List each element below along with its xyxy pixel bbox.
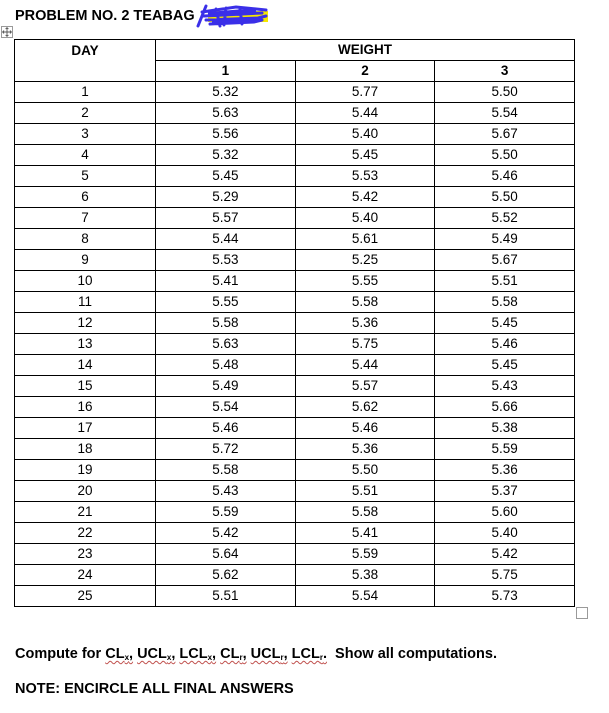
weight-1-cell: 5.55 <box>156 292 296 313</box>
table-row <box>15 502 575 523</box>
weight-1-cell: 5.32 <box>156 82 296 103</box>
control-limit-term <box>220 646 247 662</box>
table-row <box>15 82 575 103</box>
day-cell: 14 <box>15 355 156 376</box>
control-limit-terms <box>105 646 327 662</box>
table-row <box>15 187 575 208</box>
day-cell: 23 <box>15 544 156 565</box>
weight-3-cell: 5.45 <box>435 355 575 376</box>
weight-1-cell: 5.58 <box>156 460 296 481</box>
weight-2-cell: 5.46 <box>295 418 435 439</box>
weight-1-cell: 5.29 <box>156 187 296 208</box>
table-move-handle[interactable] <box>1 26 13 38</box>
weight-3-cell: 5.38 <box>435 418 575 439</box>
day-cell: 1 <box>15 82 156 103</box>
term-subscript: r <box>239 653 243 662</box>
table-row <box>15 460 575 481</box>
weight-2-cell: 5.77 <box>295 82 435 103</box>
day-cell: 12 <box>15 313 156 334</box>
weight-3-cell: 5.67 <box>435 250 575 271</box>
table-row <box>15 124 575 145</box>
weight-1-cell: 5.62 <box>156 565 296 586</box>
table-header-row <box>15 40 575 61</box>
weight-3-cell: 5.46 <box>435 334 575 355</box>
term-base: CL <box>220 646 240 662</box>
term-subscript: x <box>124 653 130 662</box>
weight-3-cell: 5.36 <box>435 460 575 481</box>
day-cell: 10 <box>15 271 156 292</box>
weight-1-cell: 5.56 <box>156 124 296 145</box>
weight-2-cell: 5.44 <box>295 355 435 376</box>
day-cell: 13 <box>15 334 156 355</box>
day-cell: 20 <box>15 481 156 502</box>
weight-2-cell: 5.40 <box>295 208 435 229</box>
day-cell: 11 <box>15 292 156 313</box>
weight-3-cell: 5.59 <box>435 439 575 460</box>
weight-3-cell: 5.66 <box>435 397 575 418</box>
weight-1-cell: 5.32 <box>156 145 296 166</box>
weight-2-cell: 5.54 <box>295 586 435 607</box>
note-text: NOTE: ENCIRCLE ALL FINAL ANSWERS <box>15 681 294 697</box>
day-cell: 9 <box>15 250 156 271</box>
table-row <box>15 292 575 313</box>
weight-2-cell: 5.57 <box>295 376 435 397</box>
control-limit-term <box>105 646 133 662</box>
weight-1-cell: 5.49 <box>156 376 296 397</box>
weight-table <box>14 39 575 607</box>
weight-2-cell: 5.61 <box>295 229 435 250</box>
term-base: UCL <box>137 646 167 662</box>
day-cell: 2 <box>15 103 156 124</box>
weight-2-cell: 5.53 <box>295 166 435 187</box>
weight-3-cell: 5.42 <box>435 544 575 565</box>
table-row <box>15 376 575 397</box>
control-limit-term <box>292 646 327 662</box>
term-separator: . <box>322 646 327 662</box>
weight-1-cell: 5.46 <box>156 418 296 439</box>
weight-1-cell: 5.53 <box>156 250 296 271</box>
weight-3-cell: 5.50 <box>435 145 575 166</box>
table-row <box>15 481 575 502</box>
sample-header-3: 3 <box>435 61 575 82</box>
control-limit-term <box>137 646 175 662</box>
day-cell: 8 <box>15 229 156 250</box>
weight-2-cell: 5.40 <box>295 124 435 145</box>
term-subscript: x <box>166 653 172 662</box>
weight-2-cell: 5.58 <box>295 502 435 523</box>
weight-3-cell: 5.73 <box>435 586 575 607</box>
table-row <box>15 334 575 355</box>
table-row <box>15 313 575 334</box>
compute-suffix: Show all computations. <box>335 646 497 662</box>
term-separator: , <box>212 646 217 662</box>
day-header: DAY <box>15 40 156 82</box>
weight-2-cell: 5.36 <box>295 313 435 334</box>
weight-2-cell: 5.50 <box>295 460 435 481</box>
weight-1-cell: 5.72 <box>156 439 296 460</box>
term-separator: , <box>242 646 247 662</box>
weight-3-cell: 5.75 <box>435 565 575 586</box>
weight-2-cell: 5.55 <box>295 271 435 292</box>
weight-3-cell: 5.45 <box>435 313 575 334</box>
weight-1-cell: 5.51 <box>156 586 296 607</box>
term-base: LCL <box>179 646 208 662</box>
weight-1-cell: 5.45 <box>156 166 296 187</box>
day-cell: 24 <box>15 565 156 586</box>
weight-2-cell: 5.36 <box>295 439 435 460</box>
redaction-scribble <box>196 4 270 28</box>
term-subscript: x <box>207 653 213 662</box>
table-row <box>15 565 575 586</box>
weight-2-cell: 5.58 <box>295 292 435 313</box>
weight-2-cell: 5.44 <box>295 103 435 124</box>
compute-prefix: Compute for <box>15 646 102 662</box>
weight-1-cell: 5.41 <box>156 271 296 292</box>
weight-2-cell: 5.75 <box>295 334 435 355</box>
table-row <box>15 166 575 187</box>
weight-1-cell: 5.63 <box>156 334 296 355</box>
weight-2-cell: 5.38 <box>295 565 435 586</box>
term-separator: , <box>171 646 176 662</box>
day-cell: 19 <box>15 460 156 481</box>
weight-2-cell: 5.42 <box>295 187 435 208</box>
weight-1-cell: 5.42 <box>156 523 296 544</box>
weight-2-cell: 5.51 <box>295 481 435 502</box>
weight-1-cell: 5.59 <box>156 502 296 523</box>
weight-3-cell: 5.40 <box>435 523 575 544</box>
sample-header-2: 2 <box>295 61 435 82</box>
day-cell: 22 <box>15 523 156 544</box>
table-row <box>15 271 575 292</box>
weight-1-cell: 5.57 <box>156 208 296 229</box>
day-cell: 21 <box>15 502 156 523</box>
sample-header-1: 1 <box>156 61 296 82</box>
weight-3-cell: 5.50 <box>435 82 575 103</box>
weight-3-cell: 5.67 <box>435 124 575 145</box>
weight-1-cell: 5.58 <box>156 313 296 334</box>
table-row <box>15 418 575 439</box>
day-cell: 4 <box>15 145 156 166</box>
term-separator: , <box>283 646 288 662</box>
term-base: UCL <box>250 646 281 662</box>
weight-3-cell: 5.43 <box>435 376 575 397</box>
weight-3-cell: 5.50 <box>435 187 575 208</box>
term-subscript: r <box>280 653 284 662</box>
weight-2-cell: 5.45 <box>295 145 435 166</box>
table-row <box>15 523 575 544</box>
table-row <box>15 544 575 565</box>
day-cell: 15 <box>15 376 156 397</box>
day-cell: 17 <box>15 418 156 439</box>
table-row <box>15 208 575 229</box>
term-separator: , <box>129 646 134 662</box>
weight-3-cell: 5.37 <box>435 481 575 502</box>
weight-1-cell: 5.44 <box>156 229 296 250</box>
weight-2-cell: 5.41 <box>295 523 435 544</box>
table-row <box>15 586 575 607</box>
term-base: LCL <box>291 646 320 662</box>
table-resize-handle[interactable] <box>576 607 588 619</box>
problem-title-text: PROBLEM NO. 2 TEABAG <box>15 8 195 24</box>
weight-1-cell: 5.54 <box>156 397 296 418</box>
weight-2-cell: 5.25 <box>295 250 435 271</box>
weight-3-cell: 5.52 <box>435 208 575 229</box>
control-limit-term <box>251 646 288 662</box>
table-row <box>15 250 575 271</box>
weight-header: WEIGHT <box>156 40 575 61</box>
weight-1-cell: 5.64 <box>156 544 296 565</box>
table-row <box>15 439 575 460</box>
table-row <box>15 229 575 250</box>
control-limit-term <box>179 646 216 662</box>
weight-3-cell: 5.58 <box>435 292 575 313</box>
day-cell: 16 <box>15 397 156 418</box>
term-base: CL <box>105 646 125 662</box>
term-subscript: r <box>319 653 323 662</box>
weight-3-cell: 5.49 <box>435 229 575 250</box>
day-cell: 6 <box>15 187 156 208</box>
table-row <box>15 145 575 166</box>
weight-1-cell: 5.48 <box>156 355 296 376</box>
weight-3-cell: 5.54 <box>435 103 575 124</box>
compute-instruction <box>15 646 497 662</box>
day-cell: 7 <box>15 208 156 229</box>
weight-3-cell: 5.60 <box>435 502 575 523</box>
table-row <box>15 397 575 418</box>
weight-1-cell: 5.63 <box>156 103 296 124</box>
problem-title <box>15 4 270 28</box>
day-cell: 18 <box>15 439 156 460</box>
weight-3-cell: 5.46 <box>435 166 575 187</box>
day-cell: 5 <box>15 166 156 187</box>
weight-3-cell: 5.51 <box>435 271 575 292</box>
weight-1-cell: 5.43 <box>156 481 296 502</box>
day-cell: 3 <box>15 124 156 145</box>
table-row <box>15 355 575 376</box>
weight-2-cell: 5.62 <box>295 397 435 418</box>
table-row <box>15 103 575 124</box>
day-cell: 25 <box>15 586 156 607</box>
weight-2-cell: 5.59 <box>295 544 435 565</box>
